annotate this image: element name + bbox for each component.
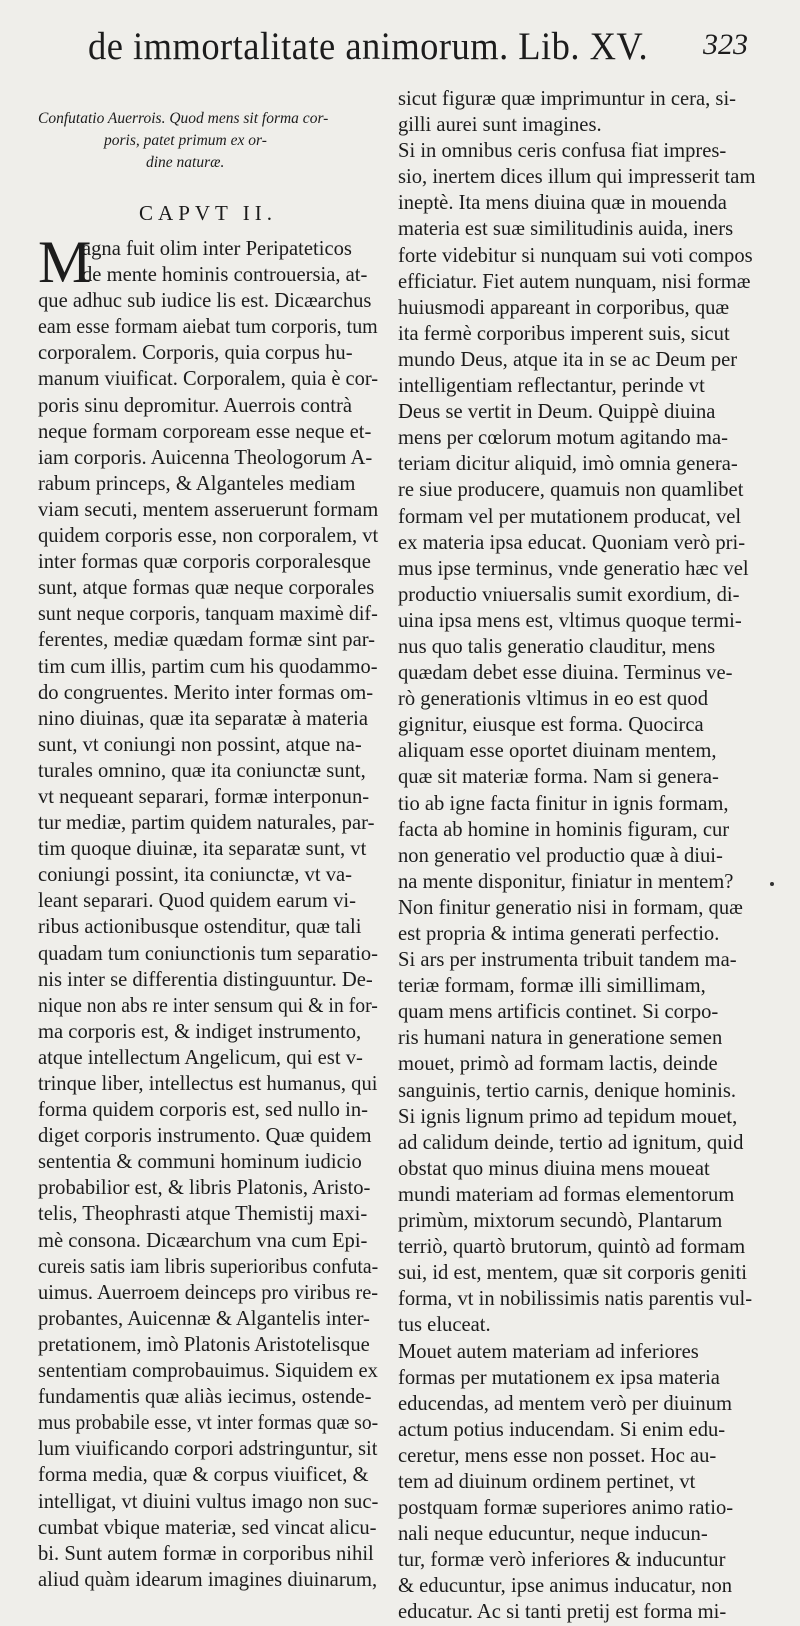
text-line: quadam tum coniunctionis tum separatio- <box>38 942 378 965</box>
page-header <box>88 24 748 76</box>
text-line: terriò, quartò brutorum, quintò ad formam <box>398 1236 746 1259</box>
text-line: corporalem. Corporis, quia corpus hu- <box>38 342 353 365</box>
text-line: eam esse formam aiebat tum corporis, tum <box>38 316 378 339</box>
summary-line: Confutatio Auerrois. Quod mens sit forma cor- <box>38 110 329 127</box>
text-line: & educuntur, ipse animus inducatur, non <box>398 1575 733 1598</box>
text-line: materia est suæ similitudinis auida, iners <box>398 218 734 241</box>
page-number: 323 <box>703 28 748 61</box>
text-line: non generatio vel productio quæ à diui- <box>398 844 723 867</box>
text-line: educendas, ad mentem verò per diuinum <box>398 1392 732 1415</box>
text-line: quidem corporis esse, non corporalem, vt <box>38 525 379 548</box>
text-line: tus eluceat. <box>398 1314 491 1337</box>
text-line: nique non abs re inter sensum qui & in for- <box>38 994 378 1017</box>
text-line: nali neque educuntur, neque inducun- <box>398 1523 708 1546</box>
text-line: quam mens artificis continet. Si corpo- <box>398 1001 719 1024</box>
left-body-text <box>38 229 379 1593</box>
text-line: re siue producere, quamuis non quamlibet <box>398 479 744 502</box>
text-line: agna fuit olim inter Peripateticos <box>82 238 352 260</box>
text-line: sicut figuræ quæ imprimuntur in cera, si- <box>398 88 737 110</box>
text-line: bi. Sunt autem formæ in corporibus nihil <box>38 1542 374 1565</box>
text-line: manum viuificat. Corporalem, quia è cor- <box>38 368 379 391</box>
text-line: gignitur, eiusque est forma. Quocirca <box>398 714 704 737</box>
text-line: actum potius inducendam. Si enim edu- <box>398 1418 726 1441</box>
text-line: rabum princeps, & Alganteles mediam <box>38 472 356 495</box>
right-body-text <box>398 86 764 1626</box>
chapter-heading: CAPVT II. <box>139 201 277 225</box>
text-line: intelligat, vt diuini vultus imago non suc- <box>38 1490 379 1513</box>
text-line: Si ars per instrumenta tribuit tandem ma- <box>398 949 737 972</box>
text-line: ad calidum deinde, tertio ad ignitum, quid <box>398 1131 744 1154</box>
text-line: tim cum illis, partim cum his quodammo- <box>38 655 378 678</box>
text-line: sunt, vt coniungi non possint, atque na- <box>38 733 362 756</box>
text-line: trinque liber, intellectus est humanus, qui <box>38 1073 378 1095</box>
text-line: mens per cœlorum motum agitando ma- <box>398 427 728 450</box>
text-line: uina ipsa mens est, vltimus quoque termi- <box>398 609 742 632</box>
text-line: Mouet autem materiam ad inferiores <box>398 1340 699 1363</box>
text-line: telis, Theophrasti atque Themistij maxi- <box>38 1203 368 1226</box>
text-line: ris humani natura in generatione semen <box>398 1027 723 1050</box>
text-line: tim quoque diuinæ, ita separatæ sunt, vt <box>38 838 367 861</box>
text-line: mouet, primò ad formam lactis, deinde <box>398 1053 718 1076</box>
text-line: probabilior est, & libris Platonis, Aristo- <box>38 1177 371 1200</box>
text-line: coniungi possint, ita coniunctæ, vt va- <box>38 864 353 887</box>
text-line: tem ad diuinum ordinem pertinet, vt <box>398 1470 696 1493</box>
text-line: forte videbitur si nunquam sui voti compos <box>398 244 753 267</box>
text-line: teriæ formam, formæ illi simillimam, <box>398 975 706 998</box>
text-line: aliquam esse oportet diuinam mentem, <box>398 740 717 763</box>
text-line: efficiatur. Fiet autem nunquam, nisi formæ <box>398 270 751 293</box>
text-line: sententia & communi hominum iudicio <box>38 1151 362 1174</box>
text-line: atque intellectum Angelicum, qui est v- <box>38 1046 363 1069</box>
text-line: postquam formæ superiores animo ratio- <box>398 1497 734 1520</box>
text-line: ita fermè corporibus imperent suis, sicut <box>398 322 730 345</box>
text-line: ma corporis est, & indiget instrumento, <box>38 1020 362 1043</box>
left-column <box>38 86 378 1593</box>
text-line: uimus. Auerroem deinceps pro viribus re- <box>38 1281 379 1304</box>
text-line: cumbat vbique materiæ, sed vincat alicu- <box>38 1516 377 1539</box>
text-line: tur mediæ, partim quidem naturales, par- <box>38 812 375 835</box>
text-line: Deus se vertit in Deum. Quippè diuina <box>398 401 716 424</box>
text-line: sunt neque corporis, tanquam maximè dif- <box>38 603 378 626</box>
text-line: rò generationis vltimus in eo est quod <box>398 688 709 711</box>
chapter-summary <box>38 108 378 174</box>
text-line: formam vel per mutationem producat, vel <box>398 505 742 528</box>
text-line: mus probabile esse, vt inter formas quæ so- <box>38 1412 379 1435</box>
text-line: forma quidem corporis est, sed nullo in- <box>38 1099 369 1122</box>
summary-line: poris, patet primum ex or- <box>104 132 267 149</box>
text-line: forma media, quæ & corpus viuificet, & <box>38 1464 369 1487</box>
text-line: iam corporis. Auicenna Theologorum A- <box>38 446 373 469</box>
text-line: tio ab igne facta finitur in ignis formam, <box>398 792 729 815</box>
text-line: sio, inertem dices illum qui impresserit tam <box>398 166 756 189</box>
text-line: mundo Deus, atque ita in se ac Deum per <box>398 348 738 371</box>
text-line: quæ sit materiæ forma. Nam si genera- <box>398 766 719 789</box>
text-line: mè consona. Dicæarchum vna cum Epi- <box>38 1229 368 1252</box>
text-line: sententiam comprobauimus. Siquidem ex <box>38 1360 378 1383</box>
text-line: do congruentes. Merito inter formas om- <box>38 681 374 704</box>
text-line: vt nequeant separari, formæ interponun- <box>38 785 370 808</box>
text-line: est propria & intima generati perfectio. <box>398 923 720 945</box>
text-line: lum viuificando corpori adstringuntur, sit <box>38 1438 378 1461</box>
text-line: tur, formæ verò inferiores & inducuntur <box>398 1549 726 1572</box>
drop-cap: M <box>38 229 92 295</box>
text-line: sui, id est, mentem, quæ sit corporis geniti <box>398 1262 747 1285</box>
text-line: Si ignis lignum primo ad tepidum mouet, <box>398 1105 738 1128</box>
text-line: sunt, atque formas quæ neque corporales <box>38 577 375 600</box>
text-line: gilli aurei sunt imagines. <box>398 114 602 137</box>
text-line: leant separari. Quod quidem earum vi- <box>38 890 356 913</box>
text-line: fundamentis quæ aliàs iecimus, ostende- <box>38 1386 372 1409</box>
summary-line: dine naturæ. <box>146 154 225 171</box>
text-line: obstat quo minus diuina mens moueat <box>398 1157 710 1180</box>
text-line: Si in omnibus ceris confusa fiat impres- <box>398 140 727 163</box>
ink-speck <box>770 882 774 886</box>
text-line: huiusmodi appareant in corporibus, quæ <box>398 296 730 319</box>
text-line: productio vniuersalis sumit exordium, di- <box>398 583 740 606</box>
text-line: educatur. Ac si tanti pretij est forma mi- <box>398 1601 727 1624</box>
text-line: sanguinis, tertio carnis, denique hominis. <box>398 1079 737 1102</box>
text-line: Non finitur generatio nisi in formam, quæ <box>398 896 743 919</box>
text-line: poris sinu depromitur. Auerrois contrà <box>38 394 353 417</box>
text-line: mus ipse terminus, vnde generatio hæc vel <box>398 557 749 580</box>
text-line: nis inter se differentia distinguuntur. De- <box>38 968 373 991</box>
text-line: que adhuc sub iudice lis est. Dicæarchus <box>38 290 372 313</box>
text-line: intelligentiam reflectantur, perinde vt <box>398 375 705 398</box>
text-line: diget corporis instrumento. Quæ quidem <box>38 1125 372 1148</box>
text-line: formas per mutationem ex ipsa materia <box>398 1366 720 1389</box>
text-line: turales omnino, quæ ita coniunctæ sunt, <box>38 759 366 782</box>
text-line: teriam dicitur aliquid, imò omnia genera- <box>398 453 738 476</box>
text-line: mundi materiam ad formas elementorum <box>398 1183 735 1206</box>
running-head: de immortalitate animorum. Lib. XV. <box>88 25 649 68</box>
text-line: ferentes, mediæ quædam formæ sint par- <box>38 629 376 652</box>
text-line: ceretur, mens esse non posset. Hoc au- <box>398 1444 717 1467</box>
text-line: viam secuti, mentem asseruerunt formam <box>38 498 379 521</box>
text-line: nino diuinas, quæ ita separatæ à materia <box>38 707 368 730</box>
text-line: de mente hominis controuersia, at- <box>82 264 368 287</box>
text-line: inter formas quæ corporis corporalesque <box>38 551 371 574</box>
text-line: pretationem, imò Platonis Aristotelisque <box>38 1333 370 1356</box>
text-line: aliud quàm idearum imagines diuinarum, <box>38 1568 378 1591</box>
text-line: facta ab homine in hominis figuram, cur <box>398 818 730 841</box>
text-line: nus quo talis generatio clauditur, mens <box>398 635 716 658</box>
text-line: forma, vt in nobilissimis natis parentis vul- <box>398 1288 753 1311</box>
text-line: primùm, mixtorum secundò, Plantarum <box>398 1210 723 1233</box>
text-line: probantes, Auicennæ & Algantelis inter- <box>38 1307 370 1330</box>
text-line: quædam debet esse diuina. Terminus ve- <box>398 662 733 685</box>
right-column <box>398 86 764 1626</box>
text-line: na mente disponitur, finiatur in mentem? <box>398 870 734 893</box>
text-line: cureis satis iam libris superioribus confuta- <box>38 1255 379 1278</box>
text-line: ribus actionibusque ostenditur, quæ tali <box>38 916 362 939</box>
text-line: neque formam corpoream esse neque et- <box>38 420 372 443</box>
text-line: ineptè. Ita mens diuina quæ in mouenda <box>398 192 727 215</box>
text-line: ex materia ipsa educat. Quoniam verò pri- <box>398 531 746 554</box>
